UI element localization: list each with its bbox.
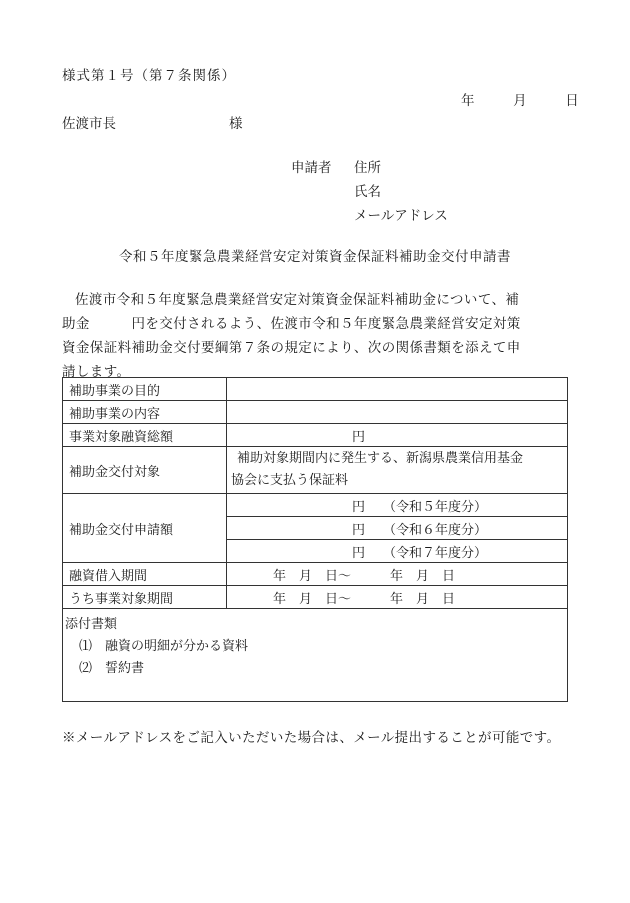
table-row [63, 424, 568, 447]
attachments-cell [63, 609, 568, 702]
document-title: 令和５年度緊急農業経営安定対策資金保証料補助金交付申請書 [119, 249, 511, 265]
body-line-4: 請します。 [62, 364, 131, 380]
borrow-period-label: 融資借入期間 [63, 563, 227, 586]
borrow-period-value[interactable]: 年 月 日～ 年 月 日 [227, 563, 568, 586]
table-row [63, 563, 568, 586]
date-month-label: 月 [513, 93, 527, 109]
applicant-role-label: 申請者 [291, 160, 332, 176]
request-row-2024[interactable] [227, 517, 568, 540]
honorific: 様 [229, 116, 243, 132]
applicant-block [291, 156, 448, 228]
target-value-line-2: 協会に支払う保証料 [231, 473, 349, 488]
request-year: （令和７年度分） [383, 545, 488, 561]
content-label: 補助事業の内容 [63, 401, 227, 424]
target-value-line-1: 補助対象期間内に発生する、新潟県農業信用基金 [237, 451, 524, 466]
footnote: ※メールアドレスをご記入いただいた場合は、メール提出することが可能です。 [62, 730, 561, 746]
table-row [63, 609, 568, 702]
date-day-label: 日 [565, 93, 579, 109]
address-label: 住所 [354, 160, 381, 176]
table-row [63, 447, 568, 494]
target-label: 補助金交付対象 [63, 447, 227, 494]
body-line-2: 助金 円を交付されるよう、佐渡市令和５年度緊急農業経営安定対策 [62, 316, 521, 332]
request-year: （令和５年度分） [383, 499, 488, 515]
request-label: 補助金交付申請額 [63, 494, 227, 563]
target-value [227, 447, 568, 494]
eligible-period-label: うち事業対象期間 [63, 586, 227, 609]
loan-total-label: 事業対象融資総額 [63, 424, 227, 447]
body-line-1: 佐渡市令和５年度緊急農業経営安定対策資金保証料補助金について、補 [75, 292, 520, 308]
table-row [63, 378, 568, 401]
purpose-value[interactable] [227, 378, 568, 401]
form-number: 様式第１号（第７条関係） [62, 68, 236, 84]
loan-total-unit: 円 [352, 429, 366, 445]
request-unit: 円 [352, 545, 366, 561]
purpose-label: 補助事業の目的 [63, 378, 227, 401]
request-row-2023[interactable] [227, 494, 568, 517]
table-row [63, 494, 568, 517]
eligible-period-value[interactable]: 年 月 日～ 年 月 日 [227, 586, 568, 609]
request-year: （令和６年度分） [383, 522, 488, 538]
attachment-item-1: ⑴ 融資の明細が分かる資料 [79, 639, 249, 654]
loan-total-value[interactable] [227, 424, 568, 447]
attachment-item-2: ⑵ 誓約書 [79, 661, 145, 676]
request-row-2025[interactable] [227, 540, 568, 563]
request-unit: 円 [352, 522, 366, 538]
date-line [461, 89, 579, 109]
name-label: 氏名 [354, 184, 381, 200]
date-year-label: 年 [461, 93, 475, 109]
body-paragraph [62, 288, 570, 384]
body-line-3: 資金保証料補助金交付要綱第７条の規定により、次の関係書類を添えて申 [62, 340, 521, 356]
addressee [62, 112, 243, 132]
application-table [62, 377, 568, 702]
addressee-name: 佐渡市長 [62, 116, 116, 132]
content-value[interactable] [227, 401, 568, 424]
email-label: メールアドレス [354, 208, 448, 224]
table-row [63, 401, 568, 424]
table-row [63, 586, 568, 609]
attachments-title: 添付書類 [65, 617, 118, 632]
request-unit: 円 [352, 499, 366, 515]
